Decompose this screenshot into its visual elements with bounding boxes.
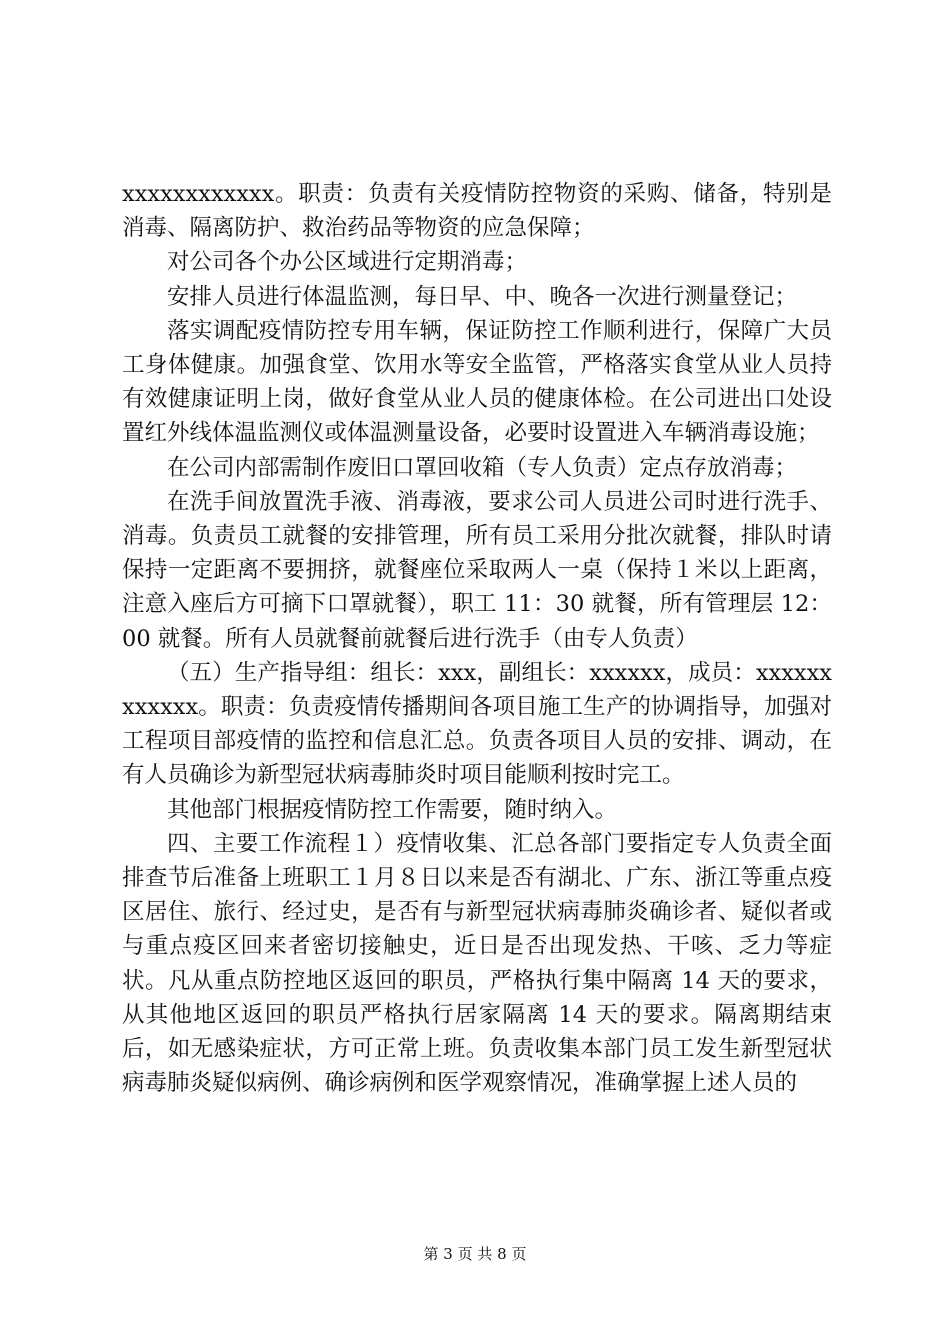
paragraph-6: 在洗手间放置洗手液、消毒液，要求公司人员进公司时进行洗手、消毒。负责员工就餐的安排管理，所有员工采用分批次就餐，排队时请保持一定距离不要拥挤，就餐座位采取两人一桌（保持１米以上距离，注意入座后方可摘下口罩就餐），职工 11：30 就餐，所有管理层 12：00 就餐。所有人员就餐前就餐后进行洗手（由专人负责）	[122, 488, 832, 652]
paragraph-4: 落实调配疫情防控专用车辆，保证防控工作顺利进行，保障广大员工身体健康。加强食堂、饮用水等安全监管，严格落实食堂从业人员持有效健康证明上岗，做好食堂从业人员的健康体检。在公司进出口处设置红外线体温监测仪或体温测量设备，必要时设置进入车辆消毒设施；	[122, 317, 832, 447]
paragraph-9: 四、主要工作流程１）疫情收集、汇总各部门要指定专人负责全面排查节后准备上班职工１月８日以来是否有湖北、广东、浙江等重点疫区居住、旅行、经过史，是否有与新型冠状病毒肺炎确诊者、疑似者或与重点疫区回来者密切接触史，近日是否出现发热、干咳、乏力等症状。凡从重点防控地区返回的职员，严格执行集中隔离 14 天的要求，从其他地区返回的职员严格执行居家隔离 14 天的要求。隔离期结束后，如无感染症状，方可正常上班。负责收集本部门员工发生新型冠状病毒肺炎疑似病例、确诊病例和医学观察情况，准确掌握上述人员的	[122, 830, 832, 1097]
paragraph-5: 在公司内部需制作废旧口罩回收箱（专人负责）定点存放消毒；	[167, 454, 798, 481]
page-footer: 第 3 页 共 8 页	[423, 1245, 527, 1263]
document-body	[122, 177, 832, 1100]
paragraph-1: xxxxxxxxxxxx。职责：负责有关疫情防控物资的采购、储备，特别是消毒、隔离防护、救治药品等物资的应急保障；	[122, 181, 832, 242]
paragraph-8: 其他部门根据疫情防控工作需要，随时纳入。	[167, 796, 618, 823]
paragraph-3: 安排人员进行体温监测，每日早、中、晚各一次进行测量登记；	[167, 283, 798, 310]
paragraph-7: （五）生产指导组：组长：xxx，副组长：xxxxxx，成员：xxxxxxxxxxxx。职责：负责疫情传播期间各项目施工生产的协调指导，加强对工程项目部疫情的监控和信息汇总。负责各项目人员的安排、调动，在有人员确诊为新型冠状病毒肺炎时项目能顺利按时完工。	[122, 659, 832, 789]
paragraph-2: 对公司各个办公区域进行定期消毒；	[167, 249, 528, 276]
